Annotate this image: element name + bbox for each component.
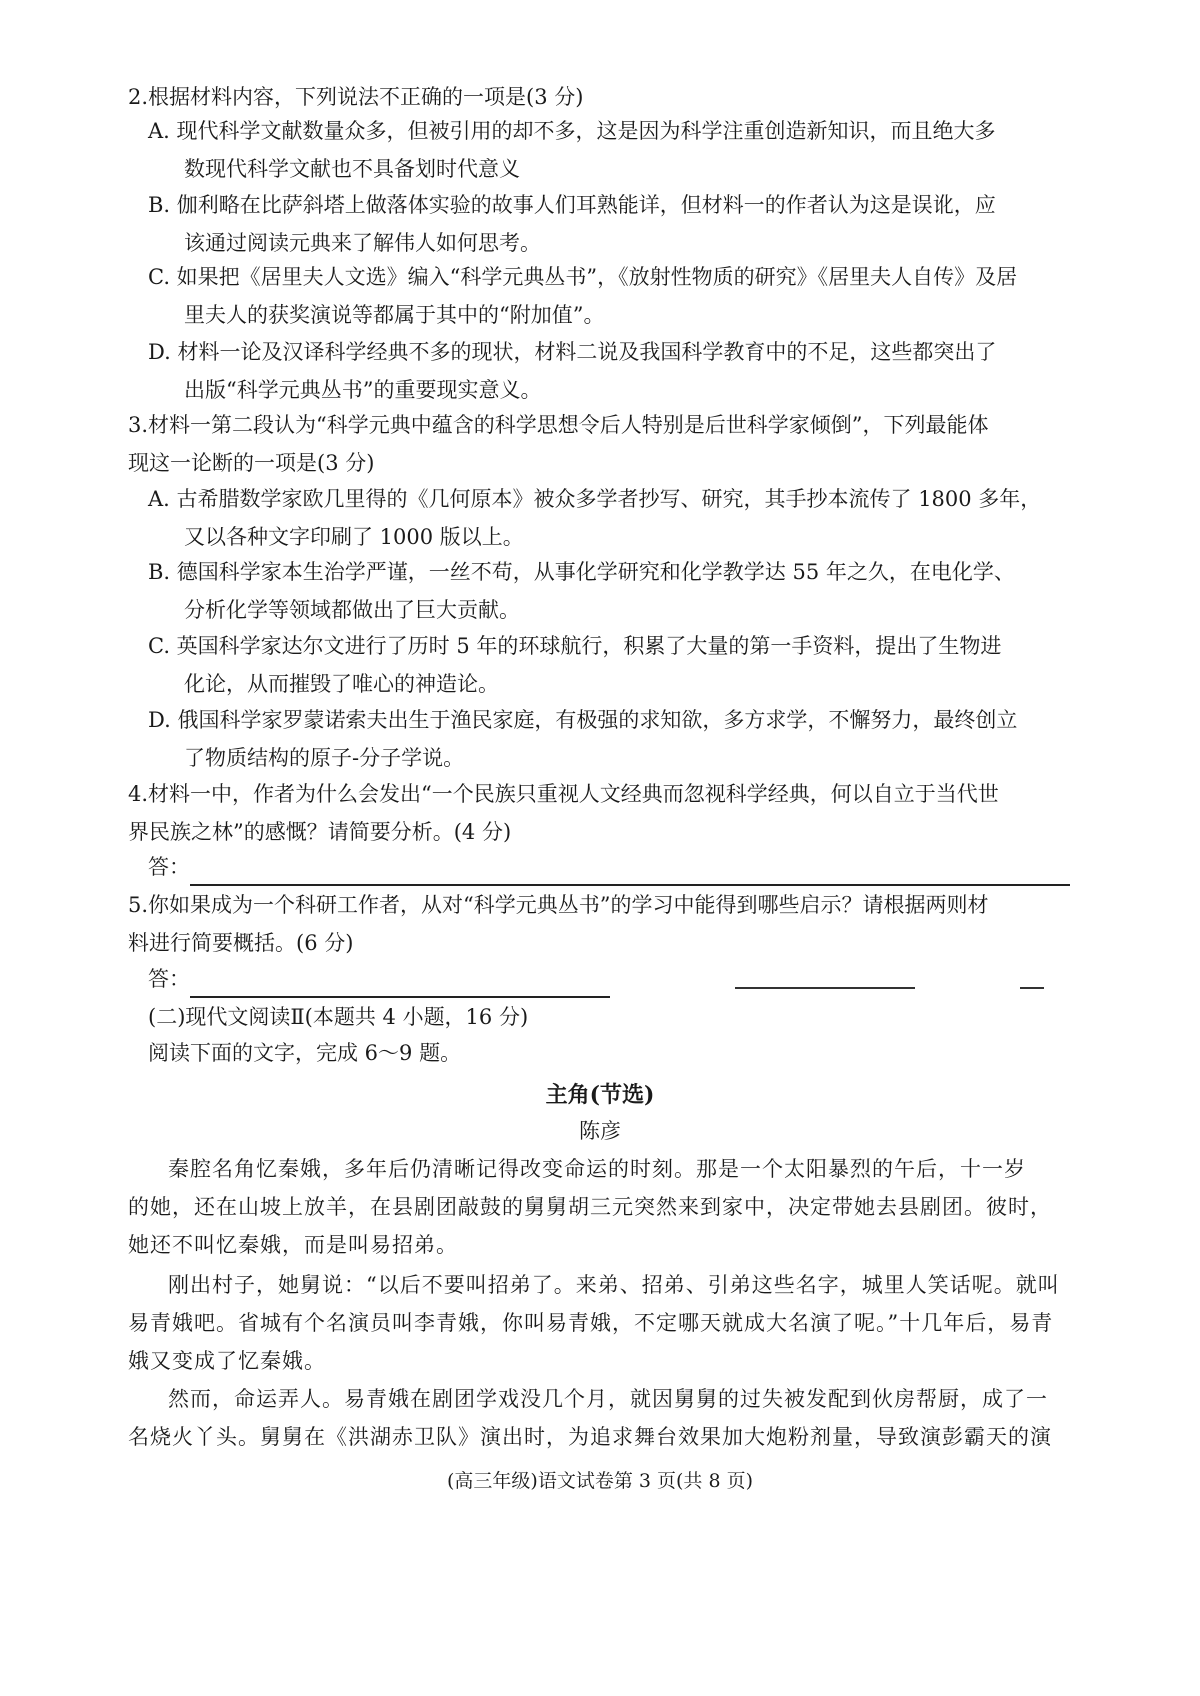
paragraph-line: 秦腔名角忆秦娥，多年后仍清晰记得改变命运的时刻。那是一个太阳暴烈的午后，十一岁: [168, 1157, 1026, 1181]
question-3-option-b: [148, 553, 1078, 629]
option-line: B. 德国科学家本生治学严谨，一丝不苟，从事化学研究和化学教学达 55 年之久，在电化学、: [148, 560, 1015, 584]
paragraph-line: 她还不叫忆秦娥，而是叫易招弟。: [128, 1233, 458, 1257]
option-line: 分析化学等领域都做出了巨大贡献。: [184, 598, 520, 622]
story-author: 陈彦: [579, 1119, 621, 1143]
option-line: B. 伽利略在比萨斜塔上做落体实验的故事人们耳熟能详，但材料一的作者认为这是误讹，应: [148, 193, 996, 217]
option-line: 该通过阅读元典来了解伟人如何思考。: [184, 231, 541, 255]
paragraph-line: 然而，命运弄人。易青娥在剧团学戏没几个月，就因舅舅的过失被发配到伙房帮厨，成了一: [168, 1387, 1048, 1411]
paragraph-line: 名烧火丫头。舅舅在《洪湖赤卫队》演出时，为追求舞台效果加大炮粉剂量，导致演彭霸天的演: [128, 1425, 1052, 1449]
option-line: 了物质结构的原子-分子学说。: [184, 746, 465, 770]
stem-line: 料进行简要概括。(6 分): [128, 931, 354, 955]
option-line: A. 现代科学文献数量众多，但被引用的却不多，这是因为科学注重创造新知识，而且绝大多: [148, 119, 996, 143]
question-4-answer[interactable]: [148, 848, 1078, 886]
option-line: D. 俄国科学家罗蒙诺索夫出生于渔民家庭，有极强的求知欲，多方求学，不懈努力，最终创立: [148, 708, 1018, 732]
answer-label: 答：: [148, 855, 190, 879]
question-2-option-d: [148, 333, 1078, 409]
story-title: 主角(节选): [545, 1082, 655, 1108]
answer-line-fragment: [735, 987, 915, 989]
answer-line[interactable]: [190, 970, 610, 998]
paragraph-line: 的她，还在山坡上放羊，在县剧团敲鼓的舅舅胡三元突然来到家中，决定带她去县剧团。彼时，: [128, 1195, 1052, 1219]
question-3-option-c: [148, 627, 1078, 703]
option-line: 里夫人的获奖演说等都属于其中的“附加值”。: [184, 303, 605, 327]
answer-line-fragment: [1020, 987, 1044, 989]
paragraph-line: 刚出村子，她舅说：“以后不要叫招弟了。来弟、招弟、引弟这些名字，城里人笑话呢。就叫: [168, 1273, 1060, 1297]
paragraph-line: 易青娥吧。省城有个名演员叫李青娥，你叫易青娥，不定哪天就成大名演了呢。”十几年后，易青: [128, 1311, 1054, 1335]
story-paragraph-1: [128, 1150, 1078, 1264]
option-line: A. 古希腊数学家欧几里得的《几何原本》被众多学者抄写、研究，其手抄本流传了 1800 多年，: [148, 487, 1042, 511]
question-2-stem: 2.根据材料内容，下列说法不正确的一项是(3 分): [128, 85, 584, 109]
section-heading: (二)现代文阅读Ⅱ(本题共 4 小题，16 分): [148, 1005, 529, 1029]
question-2-option-c: [148, 258, 1078, 334]
option-line: 又以各种文字印刷了 1000 版以上。: [184, 525, 524, 549]
option-line: C. 英国科学家达尔文进行了历时 5 年的环球航行，积累了大量的第一手资料，提出了生物进: [148, 634, 1002, 658]
question-4-stem: [128, 775, 1078, 851]
stem-line: 现这一论断的一项是(3 分): [128, 451, 375, 475]
stem-line: 3.材料一第二段认为“科学元典中蕴含的科学思想令后人特别是后世科学家倾倒”，下列最能体: [128, 413, 989, 437]
stem-line: 5.你如果成为一个科研工作者，从对“科学元典丛书”的学习中能得到哪些启示？请根据两则材: [128, 893, 989, 917]
story-paragraph-2: [128, 1266, 1078, 1380]
story-paragraph-3: [128, 1380, 1078, 1456]
option-line: C. 如果把《居里夫人文选》编入“科学元典丛书”，《放射性物质的研究》《居里夫人自传》及居: [148, 265, 1018, 289]
question-3-stem: [128, 406, 1078, 482]
page-footer: (高三年级)语文试卷第 3 页(共 8 页): [447, 1470, 753, 1492]
answer-line[interactable]: [190, 858, 1070, 886]
stem-line: 界民族之林”的感慨？请简要分析。(4 分): [128, 820, 512, 844]
paragraph-line: 娥又变成了忆秦娥。: [128, 1349, 326, 1373]
question-5-stem: [128, 886, 1078, 962]
section-instruction: 阅读下面的文字，完成 6～9 题。: [148, 1041, 462, 1065]
option-line: 数现代科学文献也不具备划时代意义: [184, 157, 520, 181]
question-2-option-b: [148, 186, 1078, 262]
question-3-option-d: [148, 701, 1078, 777]
answer-label: 答：: [148, 967, 190, 991]
stem-line: 4.材料一中，作者为什么会发出“一个民族只重视人文经典而忽视科学经典，何以自立于当代世: [128, 782, 999, 806]
option-line: 化论，从而摧毁了唯心的神造论。: [184, 672, 499, 696]
question-2-option-a: [148, 112, 1078, 188]
question-5-answer[interactable]: [148, 960, 1078, 998]
option-line: D. 材料一论及汉译科学经典不多的现状，材料二说及我国科学教育中的不足，这些都突出了: [148, 340, 997, 364]
question-3-option-a: [148, 480, 1078, 556]
option-line: 出版“科学元典丛书”的重要现实意义。: [184, 378, 542, 402]
